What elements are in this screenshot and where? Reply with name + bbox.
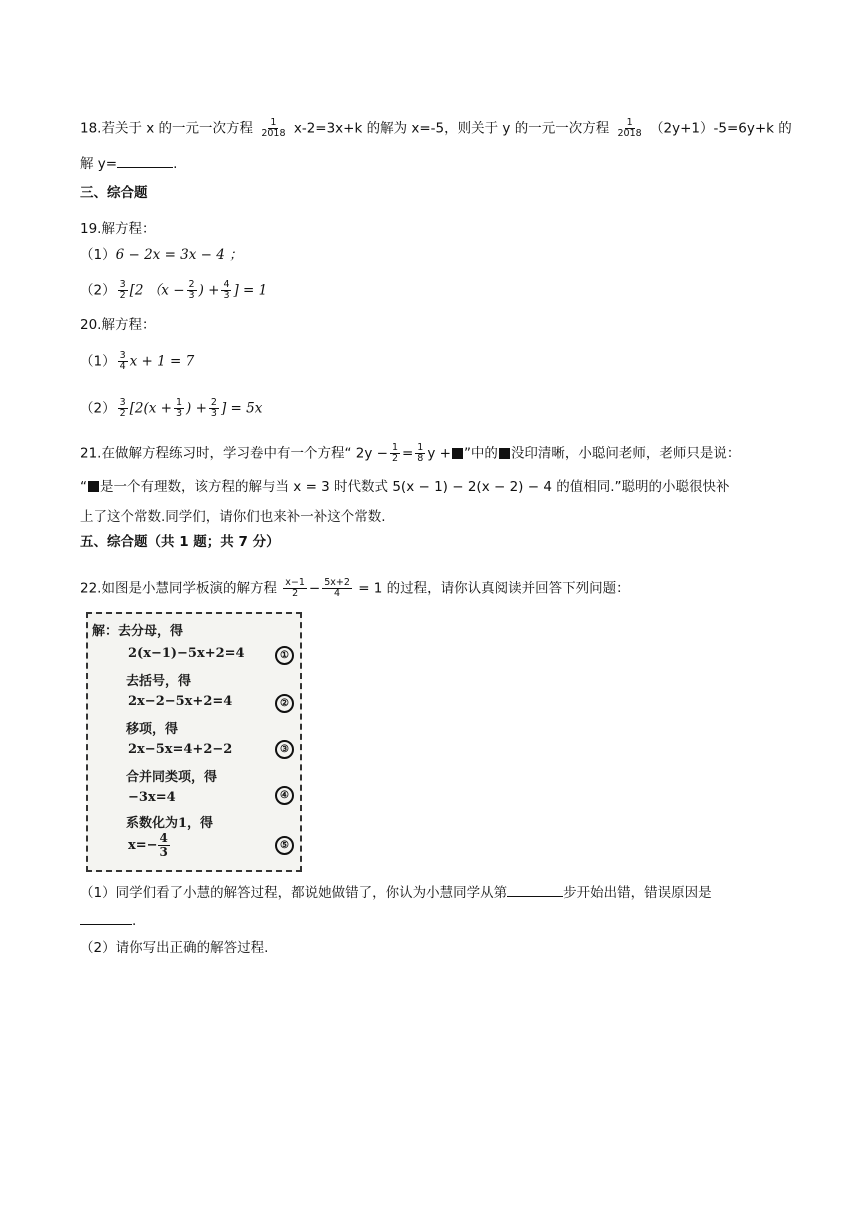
black-square-icon [88, 481, 99, 492]
q18-fraction-1: $\frac{1}{2018}$ [261, 117, 286, 139]
step-2-icon: ② [275, 694, 294, 713]
board-line: 系数化为1，得 [126, 816, 214, 831]
q18-equation-2: （2y+1）-5=6y+k 的 [650, 120, 792, 137]
q20-part1: （1） $\frac{3}{4}$ x + 1 = 7 [80, 350, 195, 372]
section-heading-5: 五、综合题（共 1 题；共 7 分） [80, 534, 280, 550]
board-solution-image [86, 612, 302, 872]
q22-intro: 22.如图是小慧同学板演的解方程 $\frac{x-1}{2}$ − $\frac{5x+2}{4}$ = 1 的过程，请你认真阅读并回答下列问题： [80, 577, 630, 599]
q19-title: 19.解方程： [80, 221, 156, 237]
q18-prefix: 18.若关于 x 的一元一次方程 [80, 120, 254, 137]
q22-sub1-line1: （1）同学们看了小慧的解答过程，都说她做错了，你认为小慧同学从第 步开始出错，错误原因是 [80, 885, 712, 901]
board-line: 2x−2−5x+2=4 [128, 694, 233, 709]
q18-fraction-2: $\frac{1}{2018}$ [617, 117, 642, 139]
q20-part2: （2） $\frac{3}{2}$ [2(x + $\frac{1}{3}$ ) + $\frac{2}{3}$ ] = 5x [80, 397, 263, 419]
board-line: x=− $\frac{4}{3}$ [128, 831, 168, 859]
section-heading-3: 三、综合题 [80, 185, 148, 201]
step-5-icon: ⑤ [275, 836, 294, 855]
q21-line3: 上了这个常数.同学们，请你们也来补一补这个常数. [80, 509, 386, 525]
q18-line1 [80, 118, 792, 139]
board-line: 移项，得 [126, 722, 179, 737]
black-square-icon [452, 448, 463, 459]
q20-title: 20.解方程： [80, 317, 156, 333]
q21-line2: “ 是一个有理数，该方程的解与当 x = 3 时代数式 5(x − 1) − 2(x − 2) − 4 的值相同.”聪明的小聪很快补 [80, 479, 730, 495]
q21-line1: 21.在做解方程练习时，学习卷中有一个方程“ 2y − $\frac{1}{2}$ = $\frac{1}{8}$ y + ”中的 没印清晰，小聪问老师，老师只是说： [80, 442, 741, 464]
step-1-icon: ① [275, 646, 294, 665]
board-line: 合并同类项，得 [126, 770, 218, 785]
answer-blank[interactable] [80, 912, 132, 925]
board-line: 2(x−1)−5x+2=4 [128, 646, 245, 661]
q19-part1: （1）6 − 2x = 3x − 4 ； [80, 247, 243, 263]
step-4-icon: ④ [275, 786, 294, 805]
q22-sub1-line2: . [80, 912, 136, 930]
q18-equation-1: x-2=3x+k 的解为 x=-5，则关于 y 的一元一次方程 [293, 120, 610, 137]
answer-blank[interactable] [507, 884, 563, 897]
q18-line2: 解 y= . [80, 156, 178, 172]
black-square-icon [499, 448, 510, 459]
answer-blank[interactable] [117, 155, 173, 168]
q19-part2: （2） $\frac{3}{2}$ [2 （x − $\frac{2}{3}$ ) + $\frac{4}{3}$ ] = 1 [80, 279, 268, 301]
board-line: −3x=4 [128, 790, 176, 805]
board-line: 2x−5x=4+2−2 [128, 742, 233, 757]
board-line: 解：去分母，得 [92, 624, 184, 639]
q22-sub2: （2）请你写出正确的解答过程. [80, 940, 269, 956]
board-line: 去括号，得 [126, 674, 192, 689]
step-3-icon: ③ [275, 740, 294, 759]
